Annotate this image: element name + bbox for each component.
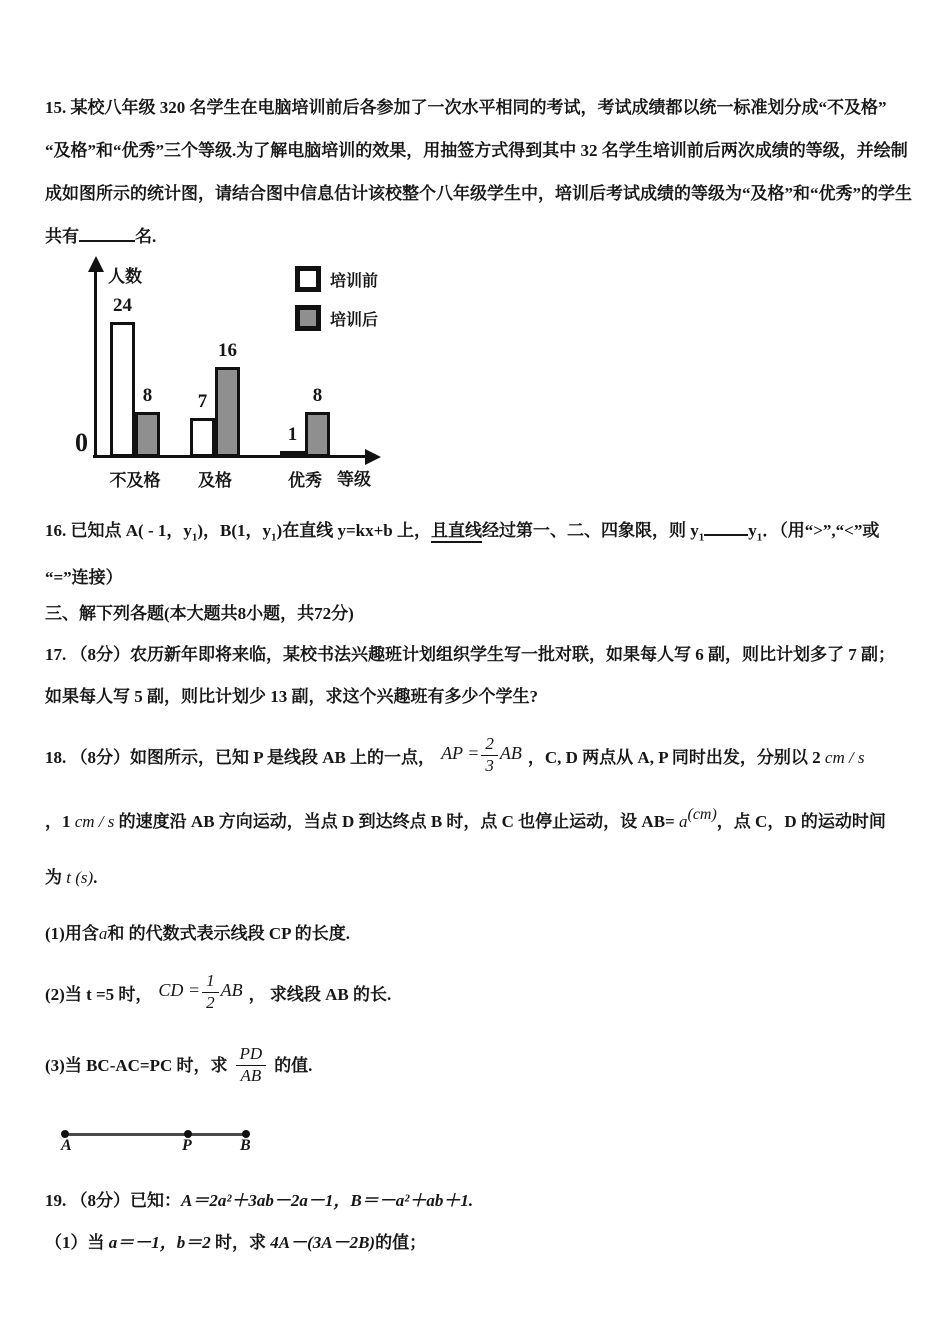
fraction-numerator: 1 [202, 972, 219, 992]
q18-formula-ap-rhs: AB [499, 743, 522, 764]
q18-text: (3)当 BC-AC=PC 时，求 [45, 1056, 228, 1076]
q15-line-4-pre: 共有 [45, 227, 79, 246]
q19-text: （1）当 [45, 1233, 109, 1253]
legend-label-before: 培训前 [330, 272, 379, 290]
q18-formula-cd-lhs: CD = [158, 980, 201, 1001]
bar-value-label: 24 [113, 295, 132, 316]
q18-text: ，C, D 两点从 A, P 同时出发，分别以 2 [527, 748, 825, 768]
q18-text: 为 [45, 868, 67, 888]
fraction-numerator: PD [236, 1045, 267, 1065]
legend-swatch-before-icon [295, 266, 321, 292]
q18-text: 和 的代数式表示线段 CP 的长度. [107, 924, 351, 944]
point-a-label: A [61, 1137, 72, 1155]
q18-part-3 [45, 1033, 906, 1096]
question-16 [45, 510, 906, 598]
section-3-heading: 三、解下列各题(本大题共8小题，共72分) [45, 604, 354, 624]
q19-text: 19. （8分）已知： [45, 1191, 181, 1211]
q19-values: a＝－1，b＝2 [108, 1233, 211, 1253]
q18-text: . [93, 868, 98, 888]
bar-series0-cat1 [190, 418, 215, 457]
q18-var-a: a [678, 812, 688, 832]
q19-line-1 [45, 1180, 906, 1222]
q18-text: (2)当 t =5 时， [45, 985, 153, 1005]
q16-text: )在直线 y=kx+b 上， [276, 521, 431, 540]
question-19 [45, 1180, 906, 1264]
q16-sub-2: 1 [271, 531, 277, 544]
fraction-numerator: 2 [481, 735, 498, 755]
q16-sub-1: 1 [191, 531, 198, 544]
q18-formula-pdab [234, 1033, 269, 1093]
category-label-0: 不及格 [109, 471, 161, 490]
q17-line-1: 17. （8分）农历新年即将来临，某校书法兴趣班计划组织学生写一批对联，如果每人写 6 副，则比计划多了 7 副； [45, 645, 895, 665]
question-15 [45, 86, 912, 258]
q15-line-4-post: 名. [135, 227, 157, 246]
legend-entry-before [295, 266, 378, 292]
chart-x-axis-label: 等级 [337, 470, 371, 489]
fraction-denominator: AB [240, 1065, 262, 1085]
q18-text: ， 求线段 AB 的长. [248, 985, 392, 1005]
q16-sub-4: 1 [756, 531, 763, 544]
q15-line-4 [45, 215, 906, 258]
q16-line-2: “=”连接） [45, 568, 123, 588]
x-axis-arrow-icon [365, 449, 381, 465]
q19-part-1 [45, 1222, 906, 1264]
q16-sub-3: 1 [698, 531, 705, 544]
q18-var-t: t (s) [66, 868, 94, 888]
q16-text: ．（用“>”,“<”或 [762, 521, 880, 540]
q18-unit-cms: cm / s [74, 812, 115, 832]
q19-expression: 4A－(3A－2B) [270, 1233, 376, 1253]
bar-chart [75, 262, 505, 504]
q18-line-2 [45, 797, 906, 848]
category-label-1: 及格 [198, 471, 232, 490]
q18-formula-cd [158, 962, 242, 1018]
bar-series1-cat1 [215, 367, 240, 457]
q18-text: (1)用含 [45, 924, 99, 944]
q18-text: ，点 C，D 的运动时间 [716, 812, 886, 832]
fraction-pd-ab [236, 1045, 267, 1085]
fraction-two-thirds [481, 735, 498, 775]
q15-answer-blank [79, 226, 135, 242]
q15-line-3: 成如图所示的统计图，请结合图中信息估计该校整个八年级学生中，培训后考试成绩的等级为“及格”和“优秀”的学生 [45, 184, 912, 203]
q16-text: )，B(1，y [197, 521, 272, 540]
q18-unit-cm: (cm) [687, 806, 717, 824]
chart-legend [295, 266, 378, 344]
q19-formula: A＝2a²＋3ab－2a－1，B＝－a²＋ab＋1. [181, 1191, 474, 1211]
q16-answer-blank [704, 520, 748, 536]
q18-text: 的值. [274, 1056, 313, 1076]
legend-swatch-after-icon [295, 305, 321, 331]
chart-y-axis-label: 人数 [108, 267, 142, 286]
q19-text: 的值； [375, 1233, 427, 1253]
legend-label-after: 培训后 [330, 311, 379, 329]
fraction-denominator: 3 [485, 755, 494, 775]
point-b-label: B [240, 1137, 251, 1155]
fraction-denominator: 2 [206, 992, 215, 1012]
q15-line-2: “及格”和“优秀”三个等级.为了解电脑培训的效果，用抽签方式得到其中 32 名学生培训前后两次成绩的等级，并绘制 [45, 141, 908, 160]
legend-entry-after [295, 305, 378, 331]
bar-value-label: 8 [142, 385, 153, 406]
q18-part-1 [45, 914, 906, 954]
category-label-2: 优秀 [288, 471, 322, 490]
bar-series1-cat0 [135, 412, 160, 457]
q16-underlined-text: 且直线 [431, 521, 482, 543]
point-p-label: P [182, 1137, 192, 1155]
question-18 [45, 726, 906, 1164]
q18-formula-ap [441, 726, 522, 780]
fraction-one-half [202, 972, 219, 1012]
bar-value-label: 1 [287, 424, 298, 445]
q18-text: ，1 [45, 812, 75, 832]
question-17 [45, 634, 906, 718]
q16-text: 经过第一、二、四象限，则 y [481, 521, 699, 540]
segment-line [64, 1133, 249, 1135]
q18-text: 的速度沿 AB 方向运动，当点 D 到达终点 B 时，点 C 也停止运动，设 AB= [114, 812, 679, 832]
q18-line-1 [45, 726, 906, 785]
q15-line-1: 15. 某校八年级 320 名学生在电脑培训前后各参加了一次水平相同的考试，考试成绩都以统一标准划分成“不及格” [45, 98, 887, 117]
q17-line-2: 如果每人写 5 副，则比计划少 13 副，求这个兴趣班有多少个学生? [45, 687, 538, 707]
segment-figure [61, 1120, 341, 1164]
q19-text: 时，求 [210, 1233, 271, 1253]
q18-part-2 [45, 962, 906, 1023]
bar-value-label: 16 [218, 340, 237, 361]
q16-line-1 [45, 510, 906, 558]
q18-var-a: a [98, 924, 108, 944]
y-axis [94, 270, 97, 458]
q16-text: y [748, 521, 757, 540]
q18-unit-cms: cm / s [824, 748, 865, 768]
q18-formula-cd-rhs: AB [220, 980, 243, 1001]
bar-value-label: 7 [197, 391, 208, 412]
q18-text: 18. （8分）如图所示，已知 P 是线段 AB 上的一点， [45, 748, 436, 768]
bar-value-label: 8 [312, 385, 323, 406]
q18-formula-ap-lhs: AP = [441, 743, 480, 764]
chart-origin-label: 0 [75, 428, 88, 457]
bar-series1-cat2 [305, 412, 330, 457]
q16-text: 16. 已知点 A( - 1，y [45, 521, 192, 540]
q18-line-3 [45, 856, 906, 900]
bar-series0-cat2 [280, 451, 305, 457]
